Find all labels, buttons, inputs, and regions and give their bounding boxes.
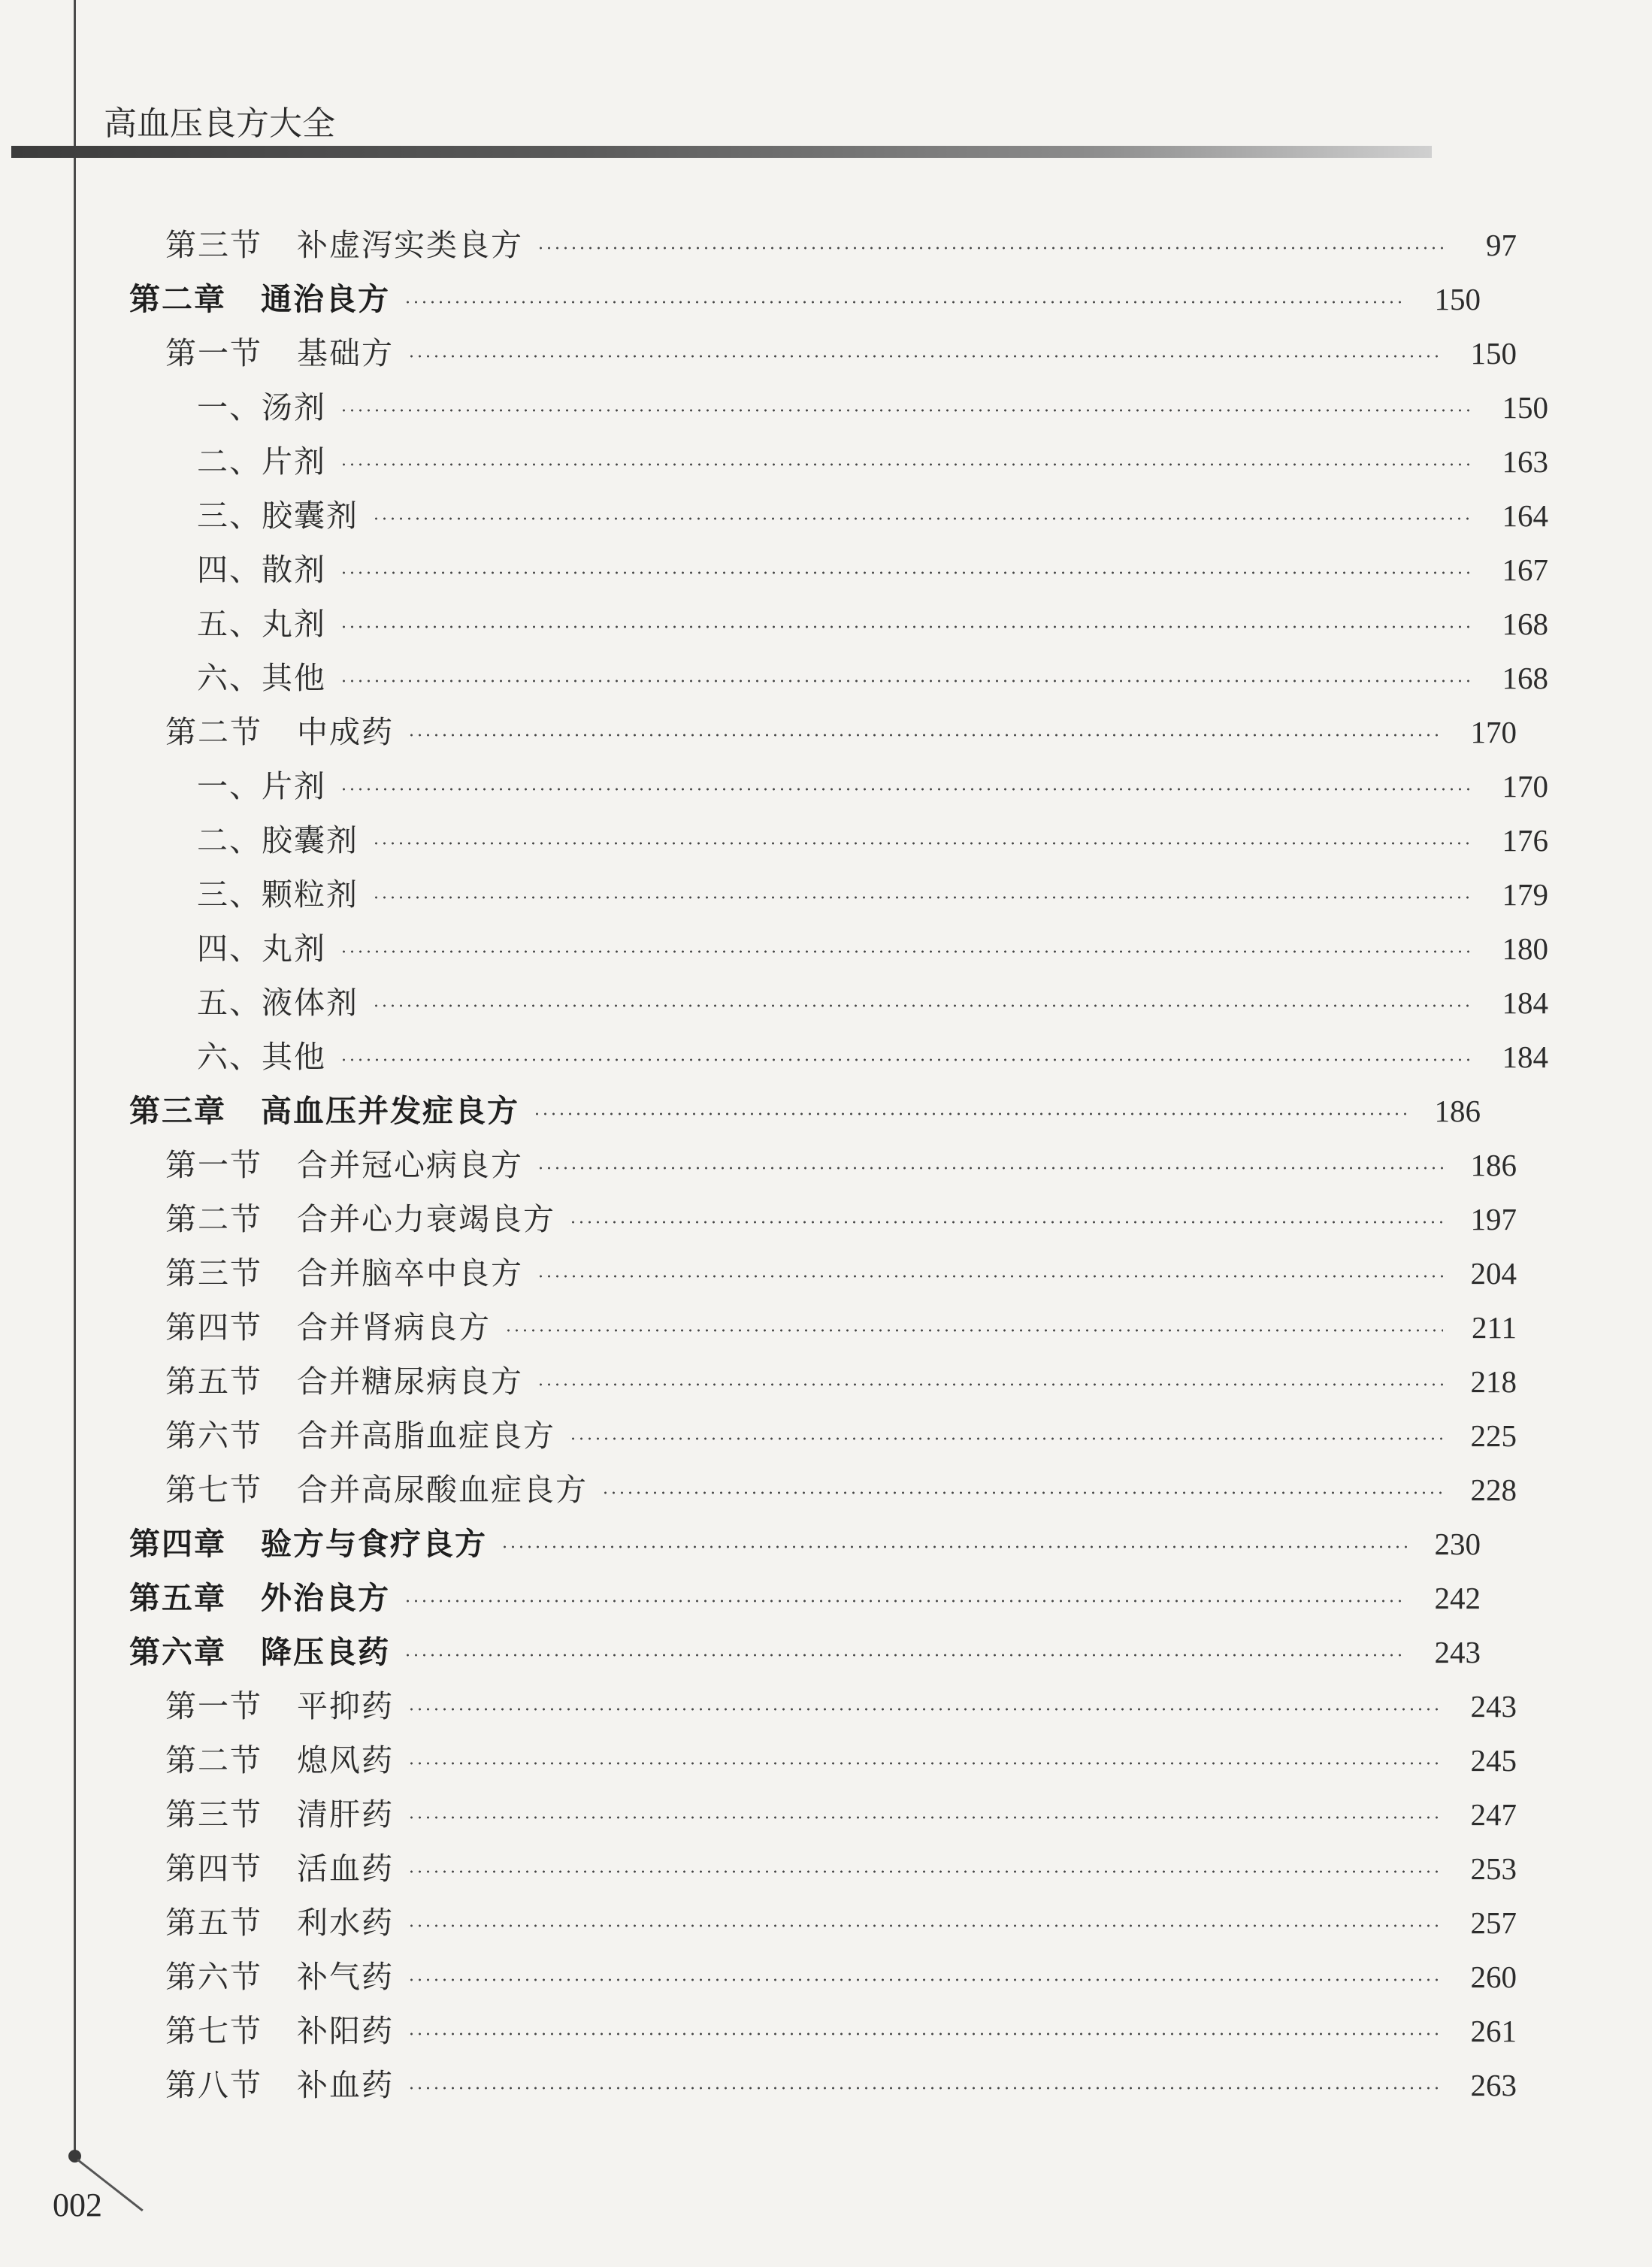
toc-entry-label: 第四节	[165, 1309, 262, 1345]
toc-entry-title: 合并高脂血症良方	[297, 1418, 555, 1454]
toc-entry-page: 260	[1470, 1960, 1517, 1994]
toc-entry-title: 一、片剂	[197, 768, 326, 804]
toc-entry-item[interactable]	[0, 601, 1652, 646]
toc-entry-page: 228	[1470, 1472, 1517, 1507]
toc-entry-page: 197	[1470, 1202, 1517, 1236]
dot-leader	[372, 896, 1475, 899]
toc-entry-page: 184	[1502, 1040, 1548, 1074]
dot-leader	[569, 1437, 1443, 1440]
toc-entry-page: 150	[1502, 390, 1548, 425]
dot-leader	[407, 1870, 1443, 1873]
toc-entry-title: 清肝药	[297, 1796, 394, 1833]
toc-entry-page: 218	[1470, 1364, 1517, 1399]
toc-entry-chapter[interactable]	[0, 1088, 1584, 1134]
toc-entry-section[interactable]	[0, 1197, 1620, 1242]
toc-entry-title: 高血压并发症良方	[261, 1093, 519, 1129]
toc-entry-page: 211	[1472, 1310, 1517, 1345]
toc-entry-label: 第六节	[165, 1959, 262, 1995]
dot-leader	[537, 247, 1443, 250]
toc-entry-item[interactable]	[0, 655, 1652, 701]
dot-leader	[407, 1708, 1443, 1711]
dot-leader	[504, 1329, 1443, 1332]
toc-entry-page: 164	[1502, 498, 1548, 533]
toc-entry-title: 合并高尿酸血症良方	[297, 1472, 588, 1508]
toc-entry-page: 243	[1470, 1689, 1517, 1724]
toc-entry-title: 补阳药	[297, 2013, 394, 2049]
toc-entry-label: 第二节	[165, 1201, 262, 1237]
toc-entry-chapter[interactable]	[0, 277, 1584, 322]
dot-leader	[537, 1275, 1443, 1278]
toc-entry-label: 第七节	[165, 1472, 262, 1508]
toc-entry-title: 平抑药	[297, 1688, 394, 1724]
toc-entry-label: 第八节	[165, 2067, 262, 2103]
dot-leader	[407, 355, 1443, 358]
toc-entry-label: 第三节	[165, 1255, 262, 1291]
toc-entry-title: 熄风药	[297, 1742, 394, 1778]
toc-entry-title: 四、散剂	[197, 552, 326, 588]
toc-entry-title: 合并脑卒中良方	[297, 1255, 523, 1291]
toc-entry-page: 97	[1486, 228, 1517, 262]
toc-entry-item[interactable]	[0, 926, 1652, 971]
toc-entry-section[interactable]	[0, 1738, 1620, 1783]
toc-entry-title: 四、丸剂	[197, 931, 326, 967]
toc-entry-section[interactable]	[0, 710, 1620, 755]
toc-entry-page: 168	[1502, 661, 1548, 695]
toc-entry-item[interactable]	[0, 1034, 1652, 1079]
toc-entry-label: 第二章	[129, 281, 226, 317]
toc-entry-title: 中成药	[297, 714, 394, 750]
toc-entry-label: 第四节	[165, 1851, 262, 1887]
toc-entry-section[interactable]	[0, 1467, 1620, 1512]
toc-entry-title: 二、胶囊剂	[197, 822, 359, 858]
dot-leader	[340, 679, 1475, 683]
dot-leader	[537, 1167, 1443, 1170]
dot-leader	[407, 2087, 1443, 2090]
dot-leader	[340, 571, 1475, 574]
dot-leader	[372, 842, 1475, 845]
toc-entry-title: 补气药	[297, 1959, 394, 1995]
toc-entry-title: 六、其他	[197, 1039, 326, 1075]
dot-leader	[340, 788, 1475, 791]
toc-entry-page: 245	[1470, 1743, 1517, 1778]
toc-entry-section[interactable]	[0, 222, 1620, 268]
toc-entry-label: 第五节	[165, 1364, 262, 1400]
toc-entry-page: 176	[1502, 823, 1548, 858]
toc-entry-section[interactable]	[0, 1684, 1620, 1729]
toc-entry-title: 合并肾病良方	[297, 1309, 491, 1345]
dot-leader	[407, 1816, 1443, 1819]
toc-entry-label: 第四章	[129, 1526, 226, 1562]
toc-entry-page: 163	[1502, 444, 1548, 479]
toc-entry-label: 第一节	[165, 1147, 262, 1183]
toc-entry-item[interactable]	[0, 439, 1652, 484]
toc-entry-page: 150	[1434, 282, 1481, 316]
toc-entry-page: 168	[1502, 607, 1548, 641]
toc-entry-page: 225	[1470, 1418, 1517, 1453]
dot-leader	[404, 301, 1407, 304]
dot-leader	[533, 1112, 1407, 1115]
toc-entry-section[interactable]	[0, 1305, 1620, 1350]
toc-entry-page: 261	[1470, 2014, 1517, 2048]
toc-entry-section[interactable]	[0, 1900, 1620, 1945]
toc-entry-title: 三、颗粒剂	[197, 876, 359, 913]
dot-leader	[340, 463, 1475, 466]
toc-entry-item[interactable]	[0, 493, 1652, 538]
toc-entry-label: 第三节	[165, 227, 262, 263]
toc-entry-page: 247	[1470, 1797, 1517, 1832]
dot-leader	[537, 1383, 1443, 1386]
toc-entry-label: 第一节	[165, 1688, 262, 1724]
toc-entry-page: 257	[1470, 1905, 1517, 1940]
dot-leader	[404, 1654, 1407, 1657]
toc-entry-chapter[interactable]	[0, 1575, 1584, 1621]
toc-entry-title: 一、汤剂	[197, 389, 326, 425]
toc-entry-section[interactable]	[0, 1954, 1620, 1999]
toc-entry-item[interactable]	[0, 764, 1652, 809]
toc-entry-page: 170	[1502, 769, 1548, 804]
toc-entry-item[interactable]	[0, 385, 1652, 430]
toc-entry-title: 六、其他	[197, 660, 326, 696]
toc-entry-item[interactable]	[0, 872, 1652, 917]
toc-entry-label: 第六章	[129, 1634, 226, 1670]
toc-entry-page: 167	[1502, 552, 1548, 587]
toc-entry-chapter[interactable]	[0, 1521, 1584, 1566]
toc-entry-chapter[interactable]	[0, 1630, 1584, 1675]
toc-entry-section[interactable]	[0, 1792, 1620, 1837]
toc-entry-item[interactable]	[0, 980, 1652, 1025]
dot-leader	[372, 517, 1475, 520]
toc-entry-label: 第三节	[165, 1796, 262, 1833]
toc-entry-title: 基础方	[297, 335, 394, 371]
toc-entry-section[interactable]	[0, 2008, 1620, 2054]
toc-entry-title: 五、液体剂	[197, 985, 359, 1021]
toc-entry-title: 补虚泻实类良方	[297, 227, 523, 263]
toc-entry-page: 170	[1470, 715, 1517, 749]
toc-entry-label: 第五节	[165, 1905, 262, 1941]
toc-entry-title: 合并糖尿病良方	[297, 1364, 523, 1400]
toc-entry-title: 合并心力衰竭良方	[297, 1201, 555, 1237]
toc-entry-title: 五、丸剂	[197, 606, 326, 642]
toc-entry-label: 第二节	[165, 1742, 262, 1778]
toc-entry-section[interactable]	[0, 1143, 1620, 1188]
toc-entry-label: 第五章	[129, 1580, 226, 1616]
dot-leader	[372, 1004, 1475, 1007]
toc-entry-label: 第二节	[165, 714, 262, 750]
toc-entry-title: 合并冠心病良方	[297, 1147, 523, 1183]
dot-leader	[340, 625, 1475, 628]
toc-entry-page: 180	[1502, 931, 1548, 966]
dot-leader	[404, 1600, 1407, 1603]
running-header-title: 高血压良方大全	[104, 104, 335, 143]
page-number: 002	[53, 2187, 102, 2223]
toc-entry-label: 第一节	[165, 335, 262, 371]
dot-leader	[340, 950, 1475, 953]
toc-entry-page: 253	[1470, 1851, 1517, 1886]
dot-leader	[340, 409, 1475, 412]
dot-leader	[501, 1545, 1407, 1548]
toc-entry-page: 230	[1434, 1527, 1481, 1561]
toc-entry-title: 三、胶囊剂	[197, 498, 359, 534]
toc-entry-item[interactable]	[0, 547, 1652, 592]
dot-leader	[407, 1924, 1443, 1927]
toc-entry-section[interactable]	[0, 1846, 1620, 1891]
toc-entry-page: 179	[1502, 877, 1548, 912]
toc-entry-label: 第七节	[165, 2013, 262, 2049]
toc-entry-label: 第六节	[165, 1418, 262, 1454]
toc-entry-section[interactable]	[0, 331, 1620, 376]
toc-entry-page: 242	[1434, 1581, 1481, 1615]
toc-entry-section[interactable]	[0, 1359, 1620, 1404]
toc-entry-page: 263	[1470, 2068, 1517, 2102]
toc-entry-title: 降压良药	[261, 1634, 390, 1670]
dot-leader	[340, 1058, 1475, 1061]
toc-entry-page: 204	[1470, 1256, 1517, 1291]
toc-entry-title: 验方与食疗良方	[261, 1526, 487, 1562]
dot-leader	[407, 1762, 1443, 1765]
toc-entry-section[interactable]	[0, 1251, 1620, 1296]
dot-leader	[407, 2032, 1443, 2035]
toc-entry-title: 补血药	[297, 2067, 394, 2103]
toc-entry-title: 活血药	[297, 1851, 394, 1887]
toc-entry-page: 186	[1434, 1094, 1481, 1128]
toc-entry-section[interactable]	[0, 2063, 1620, 2108]
toc-entry-section[interactable]	[0, 1413, 1620, 1458]
toc-entry-title: 通治良方	[261, 281, 390, 317]
dot-leader	[569, 1221, 1443, 1224]
toc-entry-page: 186	[1470, 1148, 1517, 1182]
dot-leader	[407, 734, 1443, 737]
toc-entry-page: 243	[1434, 1635, 1481, 1669]
toc-entry-page: 184	[1502, 985, 1548, 1020]
dot-leader	[407, 1978, 1443, 1981]
toc-entry-title: 外治良方	[261, 1580, 390, 1616]
toc-entry-label: 第三章	[129, 1093, 226, 1129]
dot-leader	[601, 1491, 1443, 1494]
toc-entry-item[interactable]	[0, 818, 1652, 863]
toc-entry-page: 150	[1470, 336, 1517, 371]
toc-entry-title: 利水药	[297, 1905, 394, 1941]
toc-entry-title: 二、片剂	[197, 443, 326, 480]
